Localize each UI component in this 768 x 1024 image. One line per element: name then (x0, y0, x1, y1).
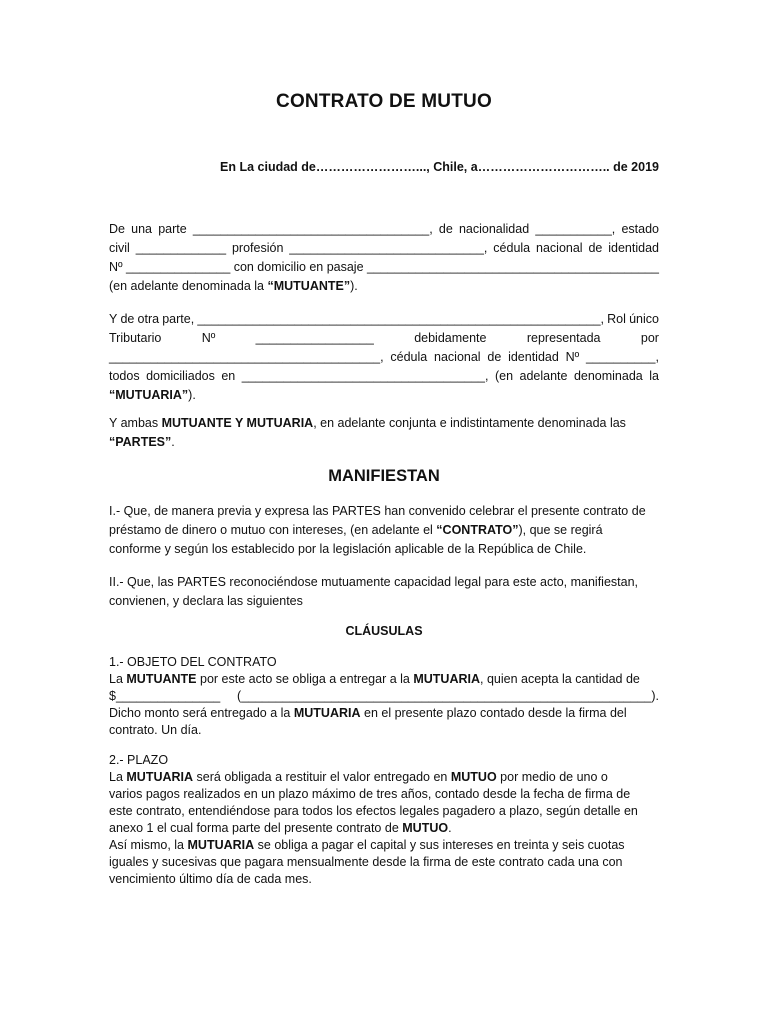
word: (en (494, 369, 514, 383)
blank-field: _________________ (255, 331, 374, 345)
word: la (649, 369, 659, 383)
word: debidamente (414, 331, 487, 345)
word: Nº (109, 260, 123, 274)
date-line: En La ciudad de……………………..., Chile, a………………………….. de 2019 (220, 160, 659, 174)
blank-field: __________________________________________ (366, 260, 659, 274)
document-title: CONTRATO DE MUTUO (276, 91, 492, 112)
word: Tributario (109, 331, 162, 345)
punto1-line3: conforme y según los establecido por la legislación aplicable de la República de Chile. (109, 542, 587, 556)
text: Dicho monto será entregado a la (109, 706, 294, 720)
mutuaria-term: MUTUARIA (413, 672, 481, 686)
mutuaria-term: “MUTUARIA” (109, 388, 189, 402)
text: por medio de uno o (496, 770, 608, 784)
word: Nº (201, 331, 216, 345)
c2-line7: vencimiento último día de cada mes. (109, 872, 312, 886)
blank-field: __________, (585, 350, 659, 364)
word: en (309, 260, 324, 274)
text: Y ambas (109, 416, 162, 430)
word: domicilio (257, 260, 306, 274)
punto-i-paragraph (109, 502, 659, 559)
text: anexo 1 el cual forma parte del presente contrato de (109, 821, 403, 835)
mutuaria-term: MUTUARIA (293, 706, 361, 720)
word: Nº (565, 350, 580, 364)
word: profesión (231, 241, 284, 255)
clausula-2 (109, 752, 659, 888)
word: de (438, 222, 453, 236)
c2-line3: este contrato, entendiéndose para todos los efectos legales pagadero a plazo, según detalle en (109, 804, 638, 818)
text: en el presente plazo contado desde la firma del (360, 706, 627, 720)
text: La (109, 672, 127, 686)
parte1-line3 (109, 258, 659, 277)
text: ), que se regirá (518, 523, 603, 537)
text: . (171, 435, 175, 449)
word: todos (109, 369, 140, 383)
c2-line4 (109, 820, 659, 837)
punto1-line2 (109, 521, 659, 540)
parte1-line2 (109, 239, 659, 258)
mutuaria-term: MUTUARIA (126, 770, 194, 784)
punto2-line2: convienen, y declara las siguientes (109, 594, 303, 608)
c2-line5 (109, 837, 659, 854)
c1-line3 (109, 705, 659, 722)
amount-blank: $_______________ (109, 689, 221, 703)
amount-words-blank: (___________________________________________________________). (237, 689, 659, 703)
mutuante-term: “MUTUANTE” (267, 279, 351, 293)
text: préstamo de dinero o mutuo con intereses, (en adelante el (109, 523, 437, 537)
ambas-line1 (109, 414, 659, 433)
punto1-line1: I.- Que, de manera previa y expresa las PARTES han convenido celebrar el presente contrato de (109, 504, 646, 518)
word: una (131, 222, 153, 236)
c1-line1 (109, 671, 659, 688)
text: ). (188, 388, 196, 402)
punto-ii-paragraph (109, 573, 659, 611)
word: cédula (493, 241, 531, 255)
mutuante-term: MUTUANTE (126, 672, 197, 686)
word: Rol (607, 312, 626, 326)
word: cédula (390, 350, 428, 364)
blank-field: ___________, (535, 222, 616, 236)
word: nacional (434, 350, 481, 364)
mutuo-term: MUTUO (402, 821, 449, 835)
clausula-1-heading: 1.- OBJETO DEL CONTRATO (109, 655, 277, 669)
c1-line2 (109, 688, 659, 705)
parte1-line1 (109, 220, 659, 239)
blank-field: __________________________________, (192, 222, 433, 236)
text: (en adelante denominada la (109, 279, 268, 293)
parte2-line3 (109, 348, 659, 367)
text: ). (350, 279, 358, 293)
word: por (640, 331, 659, 345)
parte-mutuaria-paragraph (109, 310, 659, 405)
blank-field: _______________ (126, 260, 231, 274)
word: único (629, 312, 659, 326)
text: se obliga a pagar el capital y sus intereses en treinta y seis cuotas (254, 838, 625, 852)
word: nacional (536, 241, 583, 255)
word: denominada (573, 369, 643, 383)
blank-field: __________________________________________________________, (197, 312, 605, 326)
bold-term: MUTUANTE Y MUTUARIA (161, 416, 314, 430)
text: por este acto se obliga a entregar a la (196, 672, 414, 686)
document-page (109, 0, 659, 1024)
word: adelante (519, 369, 568, 383)
ambas-partes-paragraph (109, 414, 659, 452)
word: representada (526, 331, 601, 345)
parte2-line1 (109, 310, 659, 329)
ambas-line2 (109, 433, 659, 452)
mutuo-term: MUTUO (450, 770, 497, 784)
clausulas-heading: CLÁUSULAS (345, 624, 423, 638)
c2-line1 (109, 769, 659, 786)
clausula-2-heading: 2.- PLAZO (109, 753, 169, 767)
word: pasaje (326, 260, 364, 274)
word: de (487, 350, 502, 364)
word: de (120, 312, 135, 326)
word: domiciliados (146, 369, 215, 383)
punto2-line1: II.- Que, las PARTES reconociéndose mutuamente capacidad legal para este acto, manifiestan, (109, 575, 638, 589)
word: identidad (608, 241, 659, 255)
text: . (448, 821, 452, 835)
text: , en adelante conjunta e indistintamente denominada las (313, 416, 626, 430)
c1-line4: contrato. Un día. (109, 723, 202, 737)
word: en (221, 369, 236, 383)
c2-line6: iguales y sucesivas que pagara mensualmente desde la firma de este contrato cada una con (109, 855, 623, 869)
text: Así mismo, la (109, 838, 188, 852)
clausula-1 (109, 654, 659, 739)
word: identidad (508, 350, 559, 364)
contrato-term: “CONTRATO” (436, 523, 519, 537)
mutuaria-term: MUTUARIA (187, 838, 255, 852)
parte2-line5 (109, 386, 659, 405)
word: De (109, 222, 125, 236)
parte2-line2 (109, 329, 659, 348)
word: con (233, 260, 254, 274)
word: estado (621, 222, 659, 236)
text: La (109, 770, 127, 784)
manifiestan-heading: MANIFIESTAN (328, 467, 440, 485)
parte1-line4 (109, 277, 659, 296)
c2-line2: varios pagos realizados en un plazo máximo de tres años, contado desde la fecha de firma de (109, 787, 631, 801)
blank-field: ____________________________, (289, 241, 488, 255)
word: parte (158, 222, 187, 236)
blank-field: _____________ (135, 241, 227, 255)
word: otra (137, 312, 160, 326)
parte2-line4 (109, 367, 659, 386)
text: será obligada a restituir el valor entregado en (193, 770, 451, 784)
word: nacionalidad (458, 222, 530, 236)
word: civil (109, 241, 130, 255)
word: parte, (162, 312, 195, 326)
word: de (588, 241, 603, 255)
blank-field: _______________________________________, (109, 350, 384, 364)
partes-term: “PARTES” (109, 435, 172, 449)
text: , quien acepta la cantidad de (480, 672, 640, 686)
blank-field: ___________________________________, (241, 369, 489, 383)
word: Y (109, 312, 118, 326)
parte-mutuante-paragraph (109, 220, 659, 296)
